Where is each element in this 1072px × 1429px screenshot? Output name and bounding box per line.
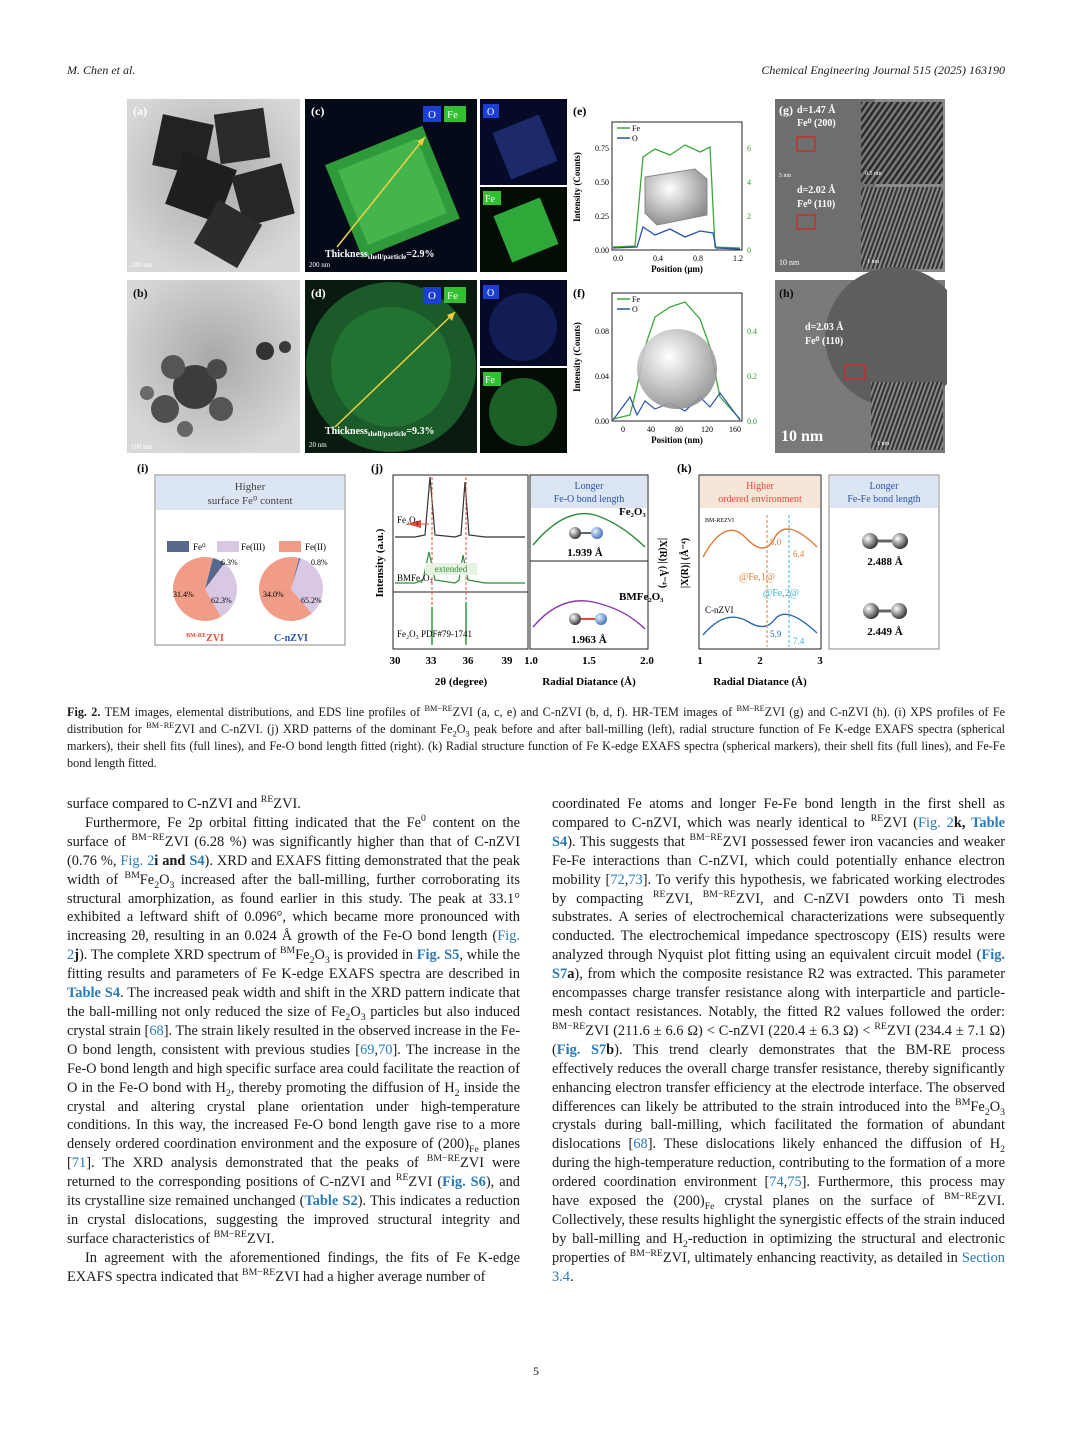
ytick-right-e-1: 2 <box>747 212 751 221</box>
header-i-2: surface Fe⁰ content <box>207 495 293 507</box>
panel-label-g: (g) <box>779 103 793 117</box>
panel-label-i: (i) <box>137 461 149 475</box>
panel-label-b: (b) <box>133 286 148 300</box>
legend-fe-e: Fe <box>632 124 640 133</box>
k-top-label: BM-REZVI <box>705 518 734 524</box>
caption-text: TEM images, elemental distributions, and EDS line profiles of $^{BM-RE}$ZVI (a, c, e) and C-nZVI (b, d, f). HR-TEM images of $^{BM-RE}$ZVI (g) and C-nZVI (h). (i) XPS profiles of Fe distribution for $^{BM-RE}$ZVI and C-nZVI. (j) XRD patterns of the dominant $Fe_2O_3$ peak before and after ball-milling (left), radial structure function of Fe K-edge EXAFS spectra (spherical markers), their shell fits (full lines), and Fe-O bond length fitted (right). (k) Radial structure function of Fe K-edge EXAFS spectra (spherical markers), their shell fits (full lines), and Fe-Fe bond length fitted. <box>67 703 1006 770</box>
legend-o-e: O <box>632 134 638 143</box>
panel-c-eds-map <box>305 99 567 272</box>
scale-bar-a: 200 nm <box>131 261 153 269</box>
pie-left-label-sup: BM-RE <box>186 633 207 639</box>
map-label-fe-c: Fe <box>485 194 495 205</box>
header-i-1: Higher <box>234 481 266 493</box>
scale-g-1: 5 nm <box>779 173 792 179</box>
xtick-e-1: 0.4 <box>653 254 663 263</box>
running-header-journal: Chemical Engineering Journal 515 (2025) 163190 <box>761 63 1005 77</box>
scale-bar-d: 20 nm <box>309 441 327 449</box>
top-label-j-right: Fe₂O₃ <box>619 506 646 518</box>
thickness-value-c: =2.9% <box>406 249 435 260</box>
d-spacing-g-2: d=2.02 Å <box>797 185 836 196</box>
panel-label-k: (k) <box>677 461 692 475</box>
ytick-right-e-0: 0 <box>747 246 751 255</box>
legend-fe-d: Fe <box>447 290 458 302</box>
legend-o-c: O <box>428 109 436 121</box>
pie-left-fe3-text: 31.4% <box>173 590 194 599</box>
xlabel-f: Position (nm) <box>651 435 703 445</box>
scale-g-2: 0.5 nm <box>865 171 882 177</box>
ytick-f-0: 0.00 <box>595 417 609 426</box>
panel-k-exafs <box>677 461 823 688</box>
map-label-o-d: O <box>487 288 495 299</box>
plane-h: Fe⁰ (110) <box>805 336 844 347</box>
xtick-j-2: 36 <box>462 655 474 667</box>
ylabel-j-right: |X(R)| (Å⁻⁴) <box>657 537 668 589</box>
xtick-jr-2: 2.0 <box>640 655 654 667</box>
page-number: 5 <box>533 1364 539 1378</box>
thickness-value-d: =9.3% <box>406 426 435 437</box>
ytick-f-1: 0.04 <box>595 372 609 381</box>
panel-f-eds-line-profile <box>572 286 757 445</box>
pie-right-fe2-text: 65.2% <box>301 596 322 605</box>
panel-j-xrd <box>371 461 528 688</box>
xtick-k-0: 1 <box>697 655 703 667</box>
figure-caption <box>67 704 1005 772</box>
xtick-e-2: 0.8 <box>693 254 703 263</box>
trace-label-fe2o3: Fe₂O₃ <box>397 515 419 525</box>
ytick-right-f-2: 0.4 <box>747 327 757 336</box>
trace-label-bmfe2o3: BMFe₂O₃ <box>397 573 433 583</box>
bond-fe-fe-2: 2.449 Å <box>867 626 903 638</box>
header-k-1: Higher <box>746 481 774 492</box>
panel-label-d: (d) <box>311 286 326 300</box>
legend-fe-f: Fe <box>632 295 640 304</box>
map-label-o-c: O <box>487 107 495 118</box>
panel-label-e: (e) <box>573 104 587 118</box>
pie-left-fe0-text: 6.3% <box>221 558 238 567</box>
scale-bar-b: 100 nm <box>131 443 153 451</box>
k-value-3: 5.9 <box>770 629 782 639</box>
bond-fe-o-bottom: 1.963 Å <box>571 634 607 646</box>
legend-i-fe0: Fe⁰ <box>193 542 206 552</box>
xtick-j-3: 39 <box>501 655 513 667</box>
legend-i-fe2: Fe(II) <box>305 542 326 552</box>
legend-i-fe3: Fe(III) <box>241 542 265 552</box>
bond-fe-fe-1: 2.488 Å <box>867 556 903 568</box>
header-j-1: Longer <box>574 481 604 492</box>
panel-h-hrtem-image <box>775 267 947 453</box>
panel-e-eds-line-profile <box>572 104 751 274</box>
thickness-label-d: Thickness <box>325 426 368 437</box>
legend-fe-c: Fe <box>447 109 458 121</box>
scale-g-3: 10 nm <box>779 258 800 267</box>
xlabel-j-right: Radial Diatance (Å) <box>542 676 636 688</box>
svg-text:BM-REZVI <box>705 518 734 524</box>
ytick-right-f-0: 0.0 <box>747 417 757 426</box>
thickness-sub-c: shell/particle <box>367 253 407 261</box>
xtick-f-1: 40 <box>647 425 655 434</box>
ylabel-k: |X(R)| (Å⁻⁴) <box>680 537 691 589</box>
ytick-f-2: 0.08 <box>595 327 609 336</box>
ylabel-f: Intensity (Counts) <box>572 322 582 392</box>
pie-left-fe2-text: 62.3% <box>211 596 232 605</box>
panel-g-hrtem-image <box>775 99 945 272</box>
pie-right-label: C-nZVI <box>274 633 308 644</box>
xtick-f-0: 0 <box>621 425 625 434</box>
xlabel-j: 2θ (degree) <box>434 676 488 688</box>
body-column-right: coordinated Fe atoms and longer Fe-Fe bond length in the first shell as compared to C-nZVI, which was nearly identical to $^{RE}$ZVI (Fig. 2k, Table S4). This suggests that $^{BM-RE}$ZVI possessed fewer iron vacancies and weaker Fe-Fe interactions than C-nZVI, which could potentially enhance electron mobility [72,73]. To verify this hypothesis, we fabricated working electrodes by compacting $^{RE}$ZVI, $^{BM-RE}$ZVI, and C-nZVI powders onto Ti mesh substrates. A series of electrochemical characterizations were subsequently conducted. The electrochemical impedance spectroscopy (EIS) results were analyzed through Nyquist plot fitting using an equivalent circuit model (Fig. S7a), from which the composite resistance R2 was extracted. This parameter encompasses charge transfer resistance along with interparticle and particle-mesh contact resistances. Notably, the fitted R2 values followed the order: $^{BM-RE}$ZVI (211.6 ± 6.6 Ω) < C-nZVI (220.4 ± 6.3 Ω) < $^{RE}$ZVI (234.4 ± 7.1 Ω) (Fig. S7b). This trend clearly demonstrates that the BM-RE process effectively reduces the overall charge transfer resistance, thereby significantly enhancing electron transfer efficiency at the electrode interface. The observed differences can likely be attributed to the strain introduced into the $^{BM}Fe_2O_3$ crystals during ball-milling, which facilitated the formation of abundant dislocations [68]. These dislocations likely enhanced the diffusion of $H_2$ during the high-temperature reduction, contributing to the formation of a more ordered coordination environment [74,75]. Furthermore, this process may have exposed the $(200)_{Fe}$ crystal planes on the surface of $^{BM-RE}$ZVI. Collectively, these results highlight the synergistic effects of the strain induced by ball-milling and $H_2$-reduction in optimizing the structural and electronic properties of $^{BM-RE}$ZVI, ultimately enhancing reactivity, as detailed in Section 3.4. <box>552 796 1006 1285</box>
pie-left-label: ZVI <box>206 633 224 644</box>
bottom-label-j-right: BMFe₂O₃ <box>619 591 664 603</box>
header-kr-1: Longer <box>869 481 899 492</box>
xtick-jr-0: 1.0 <box>524 655 538 667</box>
xtick-jr-1: 1.5 <box>582 655 596 667</box>
legend-o-d: O <box>428 290 436 302</box>
k-value-2: 6.4 <box>793 549 805 559</box>
scale-h-1: 10 nm <box>781 428 824 445</box>
header-k-2: ordered environment <box>718 494 802 505</box>
xtick-e-0: 0.0 <box>613 254 623 263</box>
d-spacing-h: d=2.03 Å <box>805 322 844 333</box>
xtick-f-3: 120 <box>701 425 713 434</box>
legend-o-f: O <box>632 305 638 314</box>
panel-j-exafs <box>524 475 669 688</box>
caption-label: Fig. 2. <box>67 705 101 719</box>
xtick-j-1: 33 <box>425 655 437 667</box>
thickness-label-c: Thickness <box>325 249 368 260</box>
scale-h-2: 1 nm <box>877 441 890 447</box>
k-value-4: 7.4 <box>793 636 805 646</box>
xtick-j-0: 30 <box>389 655 401 667</box>
ytick-right-e-2: 4 <box>747 178 751 187</box>
bond-fe-o-top: 1.939 Å <box>567 547 603 559</box>
ytick-e-1: 0.25 <box>595 212 609 221</box>
header-kr-2: Fe-Fe bond length <box>847 494 921 505</box>
k-fe1-label: @Fe,1@ <box>739 572 775 583</box>
k-bottom-label: C-nZVI <box>705 605 734 615</box>
header-j-2: Fe-O bond length <box>553 494 625 505</box>
ylabel-j: Intensity (a.u.) <box>374 528 386 598</box>
d-spacing-g-1: d=1.47 Å <box>797 105 836 116</box>
extended-label: extended <box>434 564 468 574</box>
ytick-right-f-1: 0.2 <box>747 372 757 381</box>
pdf-label: Fe₂O₃ PDF#79-1741 <box>397 629 473 639</box>
xlabel-e: Position (μm) <box>651 264 703 274</box>
panel-d-eds-map <box>305 280 567 453</box>
ylabel-e: Intensity (Counts) <box>572 152 582 222</box>
panel-label-c: (c) <box>311 104 325 118</box>
xtick-e-3: 1.2 <box>733 254 743 263</box>
k-value-1: 8.0 <box>770 537 782 547</box>
xtick-f-2: 80 <box>675 425 683 434</box>
panel-label-a: (a) <box>133 104 147 118</box>
xtick-f-4: 160 <box>729 425 741 434</box>
xlabel-k: Radial Diatance (Å) <box>713 676 807 688</box>
scale-bar-c: 200 nm <box>309 261 331 269</box>
ytick-right-e-3: 6 <box>747 144 751 153</box>
ytick-e-0: 0.00 <box>595 246 609 255</box>
plane-g-1: Fe⁰ (200) <box>797 118 836 129</box>
thickness-sub-d: shell/particle <box>367 430 407 438</box>
ytick-e-3: 0.75 <box>595 144 609 153</box>
panel-label-h: (h) <box>779 286 794 300</box>
panel-a-tem-image <box>127 99 300 272</box>
pie-right-fe3-text: 34.0% <box>263 590 284 599</box>
ytick-e-2: 0.50 <box>595 178 609 187</box>
xtick-k-1: 2 <box>757 655 763 667</box>
panel-label-j: (j) <box>371 461 383 475</box>
pie-right-fe0-text: 0.8% <box>311 558 328 567</box>
figure-2 <box>125 97 947 693</box>
map-label-fe-d: Fe <box>485 375 495 386</box>
body-column-left: surface compared to C-nZVI and $^{RE}$ZVI. Furthermore, Fe 2p orbital fitting indicated that the Fe$^0$ content on the surface of $^{BM-RE}$ZVI (6.28 %) was significantly higher than that of C-nZVI (0.76 %, Fig. 2i and S4). XRD and EXAFS fitting demonstrated that the peak width of $^{BM}Fe_2O_3$ increased after the ball-milling, further corroborating its structural amorphization, as found earlier in this study. The peak at 33.1° exhibited a leftward shift of 0.096°, which became more pronounced with increasing 2θ, resulting in an 0.024 Å growth of the Fe-O bond length (Fig. 2j). The complete XRD spectrum of $^{BM}Fe_2O_3$ is provided in Fig. S5, while the fitting results and parameters of Fe K-edge EXAFS spectra are described in Table S4. The increased peak width and shift in the XRD pattern indicate that the ball-milling not only reduced the size of $Fe_2O_3$ particles but also induced crystal strain [68]. The strain likely resulted in the observed increase in the Fe-O bond length, consistent with previous studies [69,70]. The increase in the Fe-O bond length and high specific surface area could facilitate the reaction of O in the Fe-O bond with $H_2$, thereby promoting the diffusion of $H_2$ inside the crystal and altering crystal plane orientation under high-temperature conditions. In this way, the increased Fe-O bond length gave rise to a more densely ordered coordination environment and the exposure of $(200)_{Fe}$ planes [71]. The XRD analysis demonstrated that the peaks of $^{BM-RE}$ZVI were returned to the corresponding positions of C-nZVI and $^{RE}$ZVI (Fig. S6), and its crystalline size remained unchanged (Table S2). This indicates a reduction in crystal dislocations, suggesting the improved structural integrity and surface characteristics of $^{BM-RE}$ZVI. In agreement with the aforementioned findings, the fits of Fe K-edge EXAFS spectra indicated that $^{BM-RE}$ZVI had a higher average number of <box>67 794 521 1285</box>
k-fe2-label: @Fe,2@ <box>763 588 799 599</box>
panel-b-tem-image <box>127 280 300 453</box>
scale-g-4: 1 nm <box>867 259 880 265</box>
svg-text:BM-REZVI <box>186 633 224 644</box>
panel-i-xps-pies <box>137 461 345 645</box>
xtick-k-2: 3 <box>817 655 823 667</box>
running-header-authors: M. Chen et al. <box>67 63 136 77</box>
plane-g-2: Fe⁰ (110) <box>797 199 836 210</box>
panel-k-fe-fe-bonds <box>829 475 939 649</box>
panel-label-f: (f) <box>573 286 585 300</box>
